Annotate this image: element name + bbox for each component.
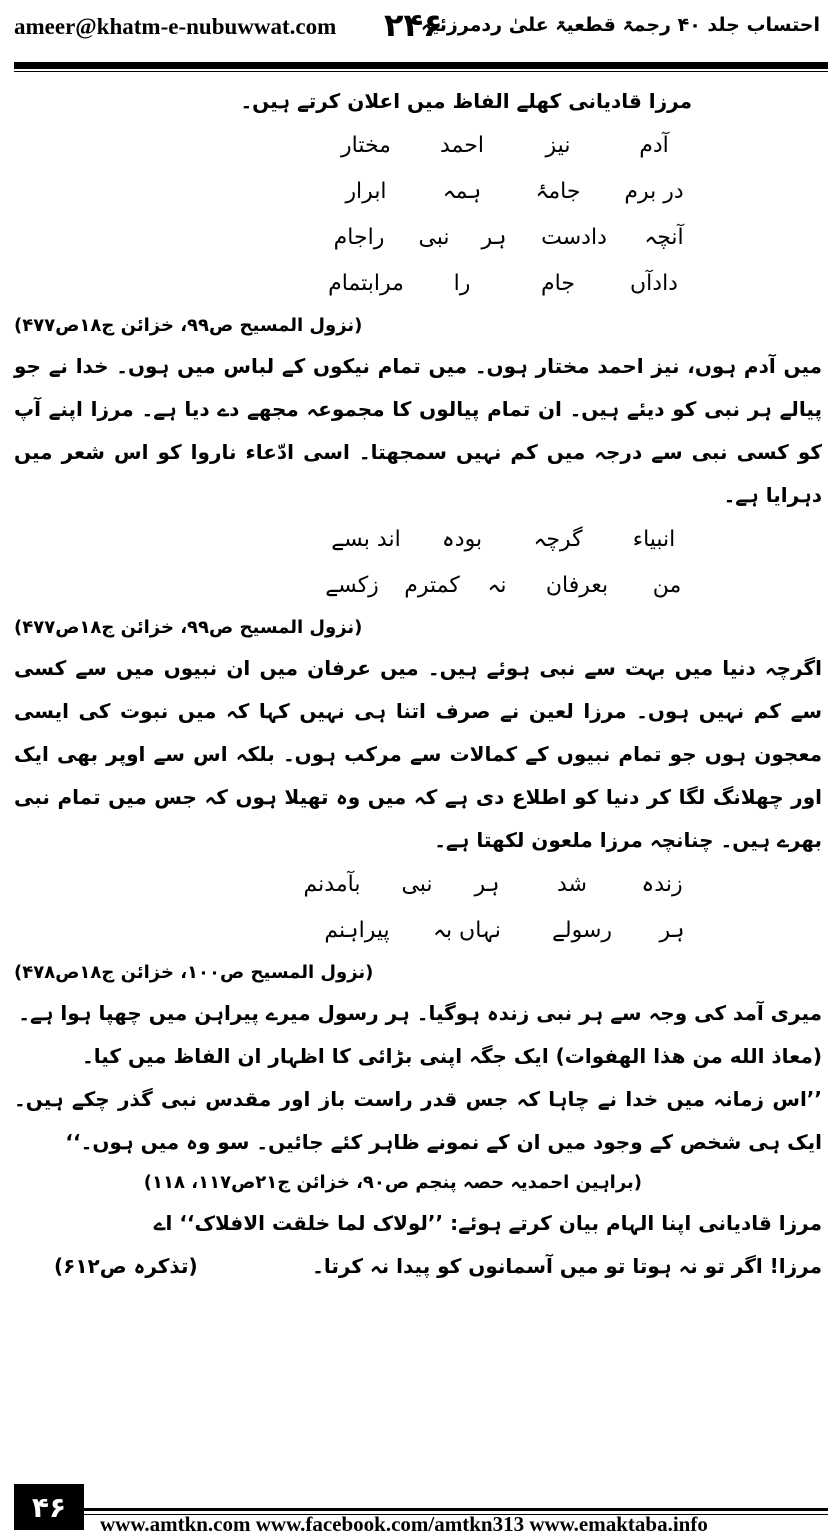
verse-word: را (453, 271, 471, 296)
verse-word: بودہ (441, 527, 483, 552)
verse-word: دادست (541, 225, 607, 250)
verse-word: ہر (474, 872, 500, 897)
header-book-title: احتساب جلد ۴۰ رجمۃ قطعیۃ علیٰ ردمرزئیہ (420, 14, 820, 36)
verse-word: زکسے (325, 573, 379, 598)
verse-line (14, 123, 822, 169)
verse-word: نبی (418, 225, 450, 250)
verse-line (14, 261, 822, 307)
verse-word: جامۂ (535, 179, 581, 204)
verse-word: شد (557, 872, 587, 897)
verse-word: زندہ (641, 872, 683, 897)
verse-word: نہاں بہ (433, 918, 501, 943)
verse-word: بعرفان (545, 573, 609, 598)
verse-word: مرابتمام (328, 271, 404, 296)
verse-word: نہ (487, 573, 507, 598)
paragraph-text: مرزا! اگر تو نہ ہوتا تو میں آسمانوں کو پیدا نہ کرتا۔ (312, 1254, 822, 1278)
verse-line (14, 215, 822, 261)
verse-word: راجام (333, 225, 385, 250)
header-rule-thin (14, 71, 828, 72)
paragraph (14, 1202, 822, 1245)
verse-word: کمترم (404, 573, 460, 598)
paragraph (14, 1035, 822, 1078)
page-body (14, 80, 822, 1288)
reference-citation: (نزول المسیح ص۹۹، خزائن ج۱۸ص۴۷۷) (14, 315, 363, 336)
footer-websites[interactable]: www.amtkn.com www.facebook.com/amtkn313 www.emaktaba.info (100, 1512, 708, 1536)
page-footer (0, 1484, 840, 1540)
header-rule (14, 62, 828, 69)
reference-citation: (براہین احمدیہ حصہ پنجم ص۹۰، خزائن ج۲۱ص۱۱۷، ۱۱۸) (143, 1172, 642, 1193)
paragraph: میری آمد کی وجہ سے ہر نبی زندہ ہوگیا۔ ہر رسول میرے پیراہن میں چھپا ہوا ہے۔ (18, 1001, 822, 1025)
paragraph-text: مرزا قادیانی اپنا الہام بیان کرتے ہوئے: ’’ (427, 1211, 822, 1235)
verse-word: انبیاء (632, 527, 676, 552)
verse-word: ہر (481, 225, 507, 250)
verse-word: دادآں (630, 271, 678, 296)
verse-word: مختار (341, 133, 391, 158)
verse-word: نیز (545, 133, 571, 158)
paragraph: اگرچہ دنیا میں بہت سے نبی ہوئے ہیں۔ میں عرفان میں ان نبیوں میں سے کسی سے کم نہیں ہوں۔ مرزا لعین نے صرف اتنا ہی نہیں کہا کہ میں نبوت کی ایسی معجون ہوں جو تمام نبیوں کے کمالات سے مرکب ہوں۔ بلکہ اس سے اوپر بھی ایک اور چھلانگ لگا کر دنیا کو اطلاع دی ہے کہ میں وہ تھیلا ہوں کہ جس میں تمام نبی بھرے ہیں۔ چنانچہ مرزا ملعون لکھتا ہے۔ (14, 656, 822, 852)
verse-word: ہمہ (442, 179, 482, 204)
reference-citation: (نزول المسیح ص۱۰۰، خزائن ج۱۸ص۴۷۸) (14, 962, 374, 983)
verse-word: در برم (624, 179, 684, 204)
verse-word: من (652, 573, 682, 598)
verse-word: بآمدنم (303, 872, 361, 897)
verse-word: ابرار (345, 179, 387, 204)
verse-word: احمد (440, 133, 484, 158)
page-header (0, 0, 840, 60)
verse-word: رسولے (551, 918, 613, 943)
verse-word: جام (541, 271, 575, 296)
verse-line (14, 563, 822, 609)
header-page-number: ۲۴۶ (384, 6, 443, 44)
header-email[interactable]: ameer@khatm-e-nubuwwat.com (14, 14, 337, 39)
verse-word: ہر (659, 918, 685, 943)
verse-block-3 (14, 862, 822, 954)
verse-word: گرچہ (533, 527, 583, 552)
paragraph: میں آدم ہوں، نیز احمد مختار ہوں۔ میں تمام نیکوں کے لباس میں ہوں۔ خدا نے جو پیالے ہر نبی کو دیئے ہیں۔ ان تمام پیالوں کا مجموعہ مجھے دے دیا ہے۔ مرزا اپنے آپ کو کسی نبی سے درجہ میں کم نہیں سمجھتا۔ اسی ادّعاء ناروا کو اس شعر میں دہرایا ہے۔ (14, 354, 822, 507)
verse-block-1 (14, 123, 822, 307)
verse-line (14, 862, 822, 908)
reference-citation: (تذکرہ ص۶۱۲) (54, 1254, 198, 1278)
verse-line (14, 517, 822, 563)
footer-rule (84, 1508, 828, 1511)
paragraph-text: ‘‘ اے (153, 1211, 195, 1235)
verse-word: آدم (639, 133, 669, 158)
quotation: ’’اس زمانہ میں خدا نے چاہا کہ جس قدر راست باز اور مقدس نبی گذر چکے ہیں۔ ایک ہی شخص کے وجود میں ان کے نمونے ظاہر کئے جائیں۔ سو وہ میں ہوں۔‘‘ (14, 1087, 822, 1154)
arabic-phrase: لولاک لما خلقت الافلاک (194, 1211, 428, 1235)
footer-page-number: ۴۶ (14, 1484, 84, 1530)
intro-line: مرزا قادیانی کھلے الفاظ میں اعلان کرتے ہیں۔ (240, 89, 692, 113)
paragraph-text: ایک جگہ اپنی بڑائی کا اظہار ان الفاظ میں کیا۔ (81, 1044, 549, 1068)
verse-line (14, 169, 822, 215)
verse-word: اند بسے (331, 527, 401, 552)
verse-line (14, 908, 822, 954)
paragraph-last-line (14, 1245, 822, 1288)
verse-word: نبی (401, 872, 433, 897)
verse-word: پیراہنم (324, 918, 390, 943)
arabic-phrase: (معاذ الله من هذا الهفوات) (555, 1044, 822, 1068)
verse-word: آنچہ (644, 225, 684, 250)
reference-citation: (نزول المسیح ص۹۹، خزائن ج۱۸ص۴۷۷) (14, 617, 363, 638)
verse-block-2 (14, 517, 822, 609)
